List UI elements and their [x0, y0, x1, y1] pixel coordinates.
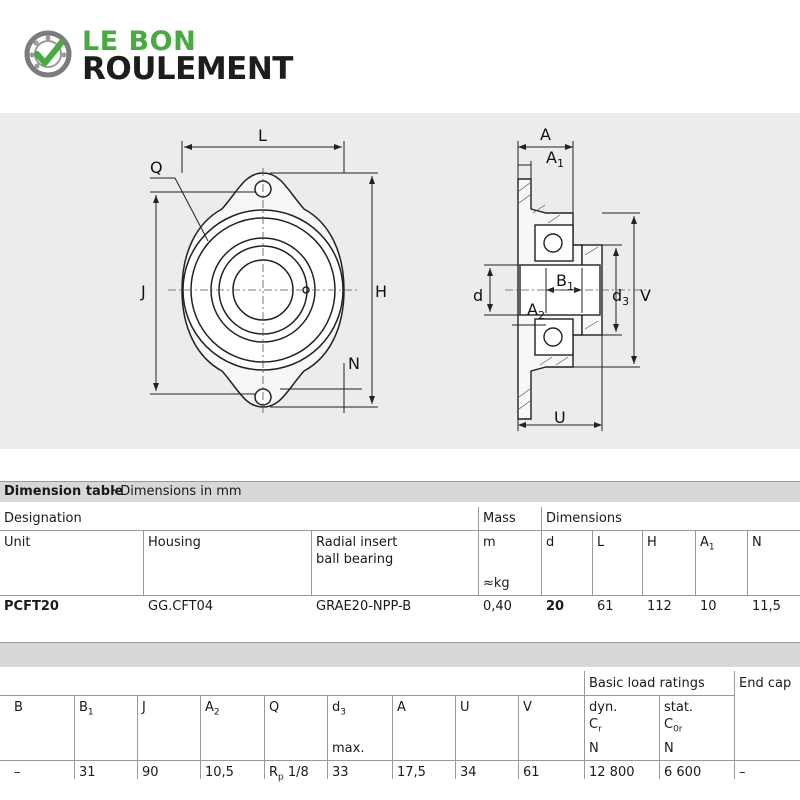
col-J: J	[142, 700, 146, 715]
label-V: V	[640, 286, 651, 305]
cell-B1: 31	[79, 765, 96, 780]
divider	[0, 695, 584, 696]
divider	[518, 695, 519, 779]
label-A: A	[540, 125, 551, 144]
cell-J: 90	[142, 765, 159, 780]
divider	[747, 530, 748, 596]
divider	[143, 530, 144, 596]
cell-Q: $R_p$ 1/8	[269, 765, 309, 783]
cell-U: 34	[460, 765, 477, 780]
label-N: N	[348, 354, 360, 373]
header-end-cap: End cap	[739, 676, 792, 691]
label-H: H	[375, 282, 388, 301]
divider	[455, 695, 456, 779]
col-H: H	[647, 535, 657, 550]
table-title: Dimension table	[4, 484, 124, 499]
header-load-ratings: Basic load ratings	[589, 676, 705, 691]
col-dyn-unit: N	[589, 741, 599, 756]
drawing-svg	[0, 113, 800, 449]
header-mass: Mass	[483, 511, 516, 526]
col-mass-unit: ≈kg	[483, 576, 510, 591]
col-B: B	[14, 700, 23, 715]
divider	[311, 530, 312, 596]
col-C0r: $C_{0r}$	[664, 717, 683, 735]
bearing-check-icon	[24, 30, 72, 78]
col-stat: stat.	[664, 700, 694, 715]
col-U: U	[460, 700, 470, 715]
divider	[695, 530, 696, 596]
col-dyn: dyn.	[589, 700, 618, 715]
cell-mass: 0,40	[483, 599, 512, 614]
brand-line2: ROULEMENT	[82, 51, 293, 87]
header-designation: Designation	[4, 511, 82, 526]
col-d3-max: max.	[332, 741, 365, 756]
divider	[541, 507, 542, 596]
cell-insert: GRAE20-NPP-B	[316, 599, 412, 614]
cell-d: 20	[546, 599, 565, 614]
cell-Cr: 12 800	[589, 765, 635, 780]
col-unit: Unit	[4, 535, 31, 550]
label-d: d	[473, 286, 484, 305]
col-A2: $A_2$	[205, 700, 220, 718]
cell-d3: 33	[332, 765, 349, 780]
cell-C0r: 6 600	[664, 765, 702, 780]
label-U: U	[554, 408, 566, 427]
divider	[478, 507, 479, 596]
label-d3: $d_3$	[612, 286, 630, 308]
label-B1: $B_1$	[556, 271, 574, 293]
divider	[592, 530, 593, 596]
col-housing: Housing	[148, 535, 201, 550]
divider	[0, 760, 800, 761]
table-subtitle: · Dimensions in mm	[112, 484, 242, 499]
cell-A: 17,5	[397, 765, 426, 780]
cell-H: 112	[647, 599, 672, 614]
label-Q: Q	[150, 158, 163, 177]
col-mass-symbol: m	[483, 535, 496, 550]
divider	[137, 695, 138, 779]
header-dimensions: Dimensions	[546, 511, 622, 526]
cell-N: 11,5	[752, 599, 781, 614]
col-Cr: $C_r$	[589, 717, 602, 735]
col-B1: $B_1$	[79, 700, 94, 718]
divider	[584, 671, 585, 779]
divider	[0, 595, 800, 596]
cell-L: 61	[597, 599, 614, 614]
cell-housing: GG.CFT04	[148, 599, 214, 614]
divider	[0, 530, 800, 531]
brand-line1: LE BON	[82, 26, 197, 57]
col-Q: Q	[269, 700, 280, 715]
dimension-table-header	[0, 481, 800, 502]
cell-V: 61	[523, 765, 540, 780]
label-A2: $A_2$	[527, 300, 545, 322]
col-d: d	[546, 535, 555, 550]
cell-unit: PCFT20	[4, 599, 59, 614]
col-insert-line2: ball bearing	[316, 552, 394, 567]
col-insert-line1: Radial insert	[316, 535, 398, 550]
col-N: N	[752, 535, 762, 550]
col-stat-unit: N	[664, 741, 674, 756]
label-J: J	[141, 282, 146, 301]
col-A1: $A_1$	[700, 535, 715, 553]
divider	[200, 695, 201, 779]
divider	[642, 530, 643, 596]
second-table-header-bar	[0, 642, 800, 667]
divider	[392, 695, 393, 779]
divider	[327, 695, 328, 779]
col-V: V	[523, 700, 532, 715]
cell-endcap: –	[739, 765, 746, 780]
cell-B: –	[14, 765, 21, 780]
col-L: L	[597, 535, 605, 550]
label-A1: $A_1$	[546, 148, 564, 170]
label-L: L	[258, 126, 267, 145]
divider	[264, 695, 265, 779]
divider	[734, 671, 735, 779]
divider	[659, 695, 660, 779]
cell-A2: 10,5	[205, 765, 234, 780]
cell-A1: 10	[700, 599, 717, 614]
col-A: A	[397, 700, 406, 715]
col-d3: $d_3$	[332, 700, 346, 718]
divider	[74, 695, 75, 779]
brand-logo	[24, 26, 304, 86]
technical-drawing	[0, 113, 800, 449]
